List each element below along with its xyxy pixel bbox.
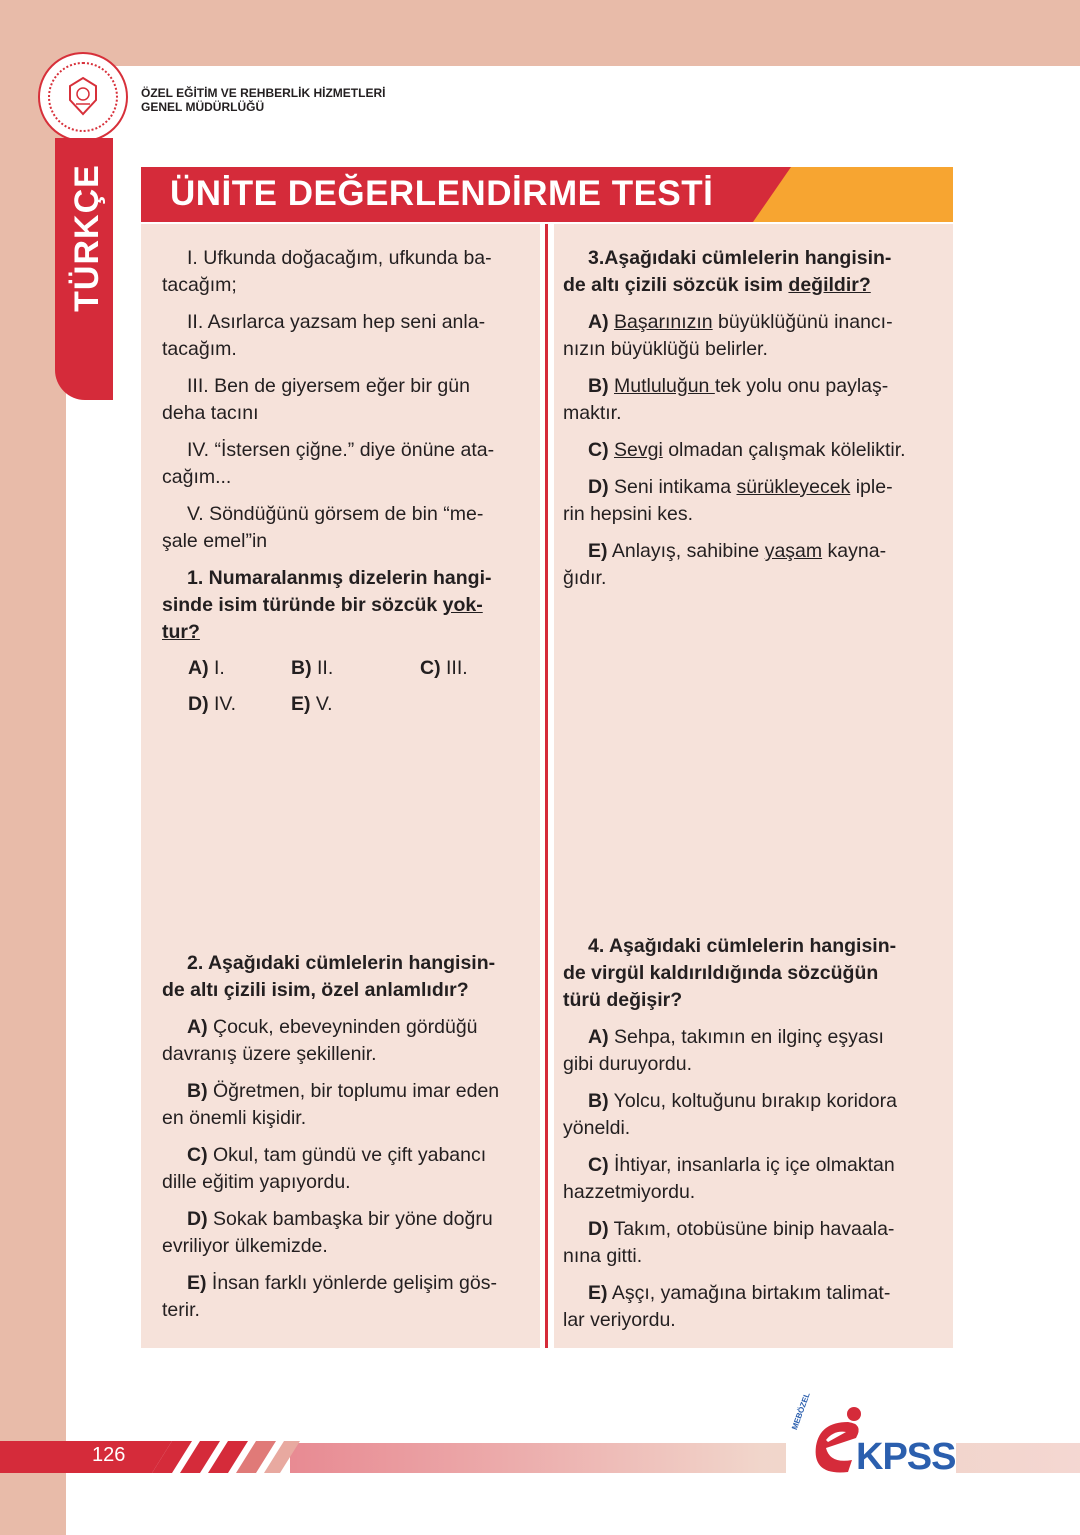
option-a[interactable]: A) Sehpa, takımın en ilginç eşyası gibi duruyordu. [563, 1026, 884, 1075]
question-4 [563, 933, 938, 1344]
option-a[interactable]: A) I. [188, 657, 225, 679]
option-c[interactable]: C) İhtiyar, insanlarla iç içe olmaktan hazzetmiyordu. [563, 1154, 895, 1203]
question-3-stem: 3.Aşağıdaki cümlelerin hangisin- de altı çizili sözcük isim değildir? [563, 247, 892, 296]
ministry-line-1: ÖZEL EĞİTİM VE REHBERLİK HİZMETLERİ [141, 86, 386, 100]
option-b[interactable]: B) Öğretmen, bir toplumu imar eden en önemli kişidir. [162, 1080, 500, 1129]
option-b[interactable]: B) II. [291, 657, 334, 679]
verse-item: III. Ben de giyersem eğer bir gün deha tacını [162, 375, 470, 424]
brand-name: KPSS [856, 1436, 956, 1478]
option-e[interactable]: E) Aşçı, yamağına birtakım talimat- lar veriyordu. [563, 1282, 891, 1331]
verse-item: I. Ufkunda doğacağım, ufkunda ba- tacağım; [162, 247, 492, 296]
page-number: 126 [92, 1444, 126, 1466]
option-a[interactable]: A) Çocuk, ebeveyninden gördüğü davranış üzere şekillenir. [162, 1016, 478, 1065]
column-divider [545, 224, 548, 1348]
question-4-stem: 4. Aşağıdaki cümlelerin hangisin- de virgül kaldırıldığında sözcüğün türü değişir? [563, 935, 897, 1011]
option-b[interactable]: B) Mutluluğun tek yolu onu paylaş- maktır. [563, 375, 889, 424]
question-3 [563, 245, 938, 602]
option-d[interactable]: D) Sokak bambaşka bir yöne doğru evriliyor ülkemizde. [162, 1208, 493, 1257]
top-decor-band [0, 0, 1080, 66]
brand-prefix: MEBÖZEL [790, 1391, 812, 1432]
option-d[interactable]: D) Takım, otobüsüne binip havaala- nına gitti. [563, 1218, 895, 1267]
verse-item: V. Söndüğünü görsem de bin “me- şale emel”in [162, 503, 484, 552]
ministry-line-2: GENEL MÜDÜRLÜĞÜ [141, 100, 265, 114]
option-a[interactable]: A) Başarınızın büyüklüğünü inancı- nızın büyüklüğü belirler. [563, 311, 893, 360]
ministry-name [141, 86, 385, 114]
verse-item: II. Asırlarca yazsam hep seni anla- tacağım. [162, 311, 486, 360]
ekpss-logo [786, 1391, 956, 1480]
option-d[interactable]: D) Seni intikama sürükleyecek iple- rin hepsini kes. [563, 476, 893, 525]
option-e[interactable]: E) İnsan farklı yönlerde gelişim gös- terir. [162, 1272, 497, 1321]
subject-tab-label: TÜRKÇE [68, 164, 106, 312]
verse-item: IV. “İstersen çiğne.” diye önüne ata- cağım... [162, 439, 495, 488]
option-e[interactable]: E) V. [291, 693, 333, 715]
question-2 [162, 950, 537, 1334]
option-d[interactable]: D) IV. [188, 693, 237, 715]
question-1-verses [162, 245, 532, 656]
page-title: ÜNİTE DEĞERLENDİRME TESTİ [170, 174, 714, 213]
option-e[interactable]: E) Anlayış, sahibine yaşam kayna- ğıdır. [563, 540, 887, 589]
question-1-stem: 1. Numaralanmış dizelerin hangi- sinde isim türünde bir sözcük yok- tur? [162, 567, 492, 643]
option-c[interactable]: C) Okul, tam gündü ve çift yabancı dille eğitim yapıyordu. [162, 1144, 487, 1193]
ministry-seal-icon [38, 52, 128, 142]
option-c[interactable]: C) Sevgi olmadan çalışmak köleliktir. [588, 439, 906, 461]
option-c[interactable]: C) III. [420, 657, 468, 679]
option-b[interactable]: B) Yolcu, koltuğunu bırakıp koridora yöneldi. [563, 1090, 897, 1139]
question-2-stem: 2. Aşağıdaki cümlelerin hangisin- de altı çizili isim, özel anlamlıdır? [162, 952, 496, 1001]
